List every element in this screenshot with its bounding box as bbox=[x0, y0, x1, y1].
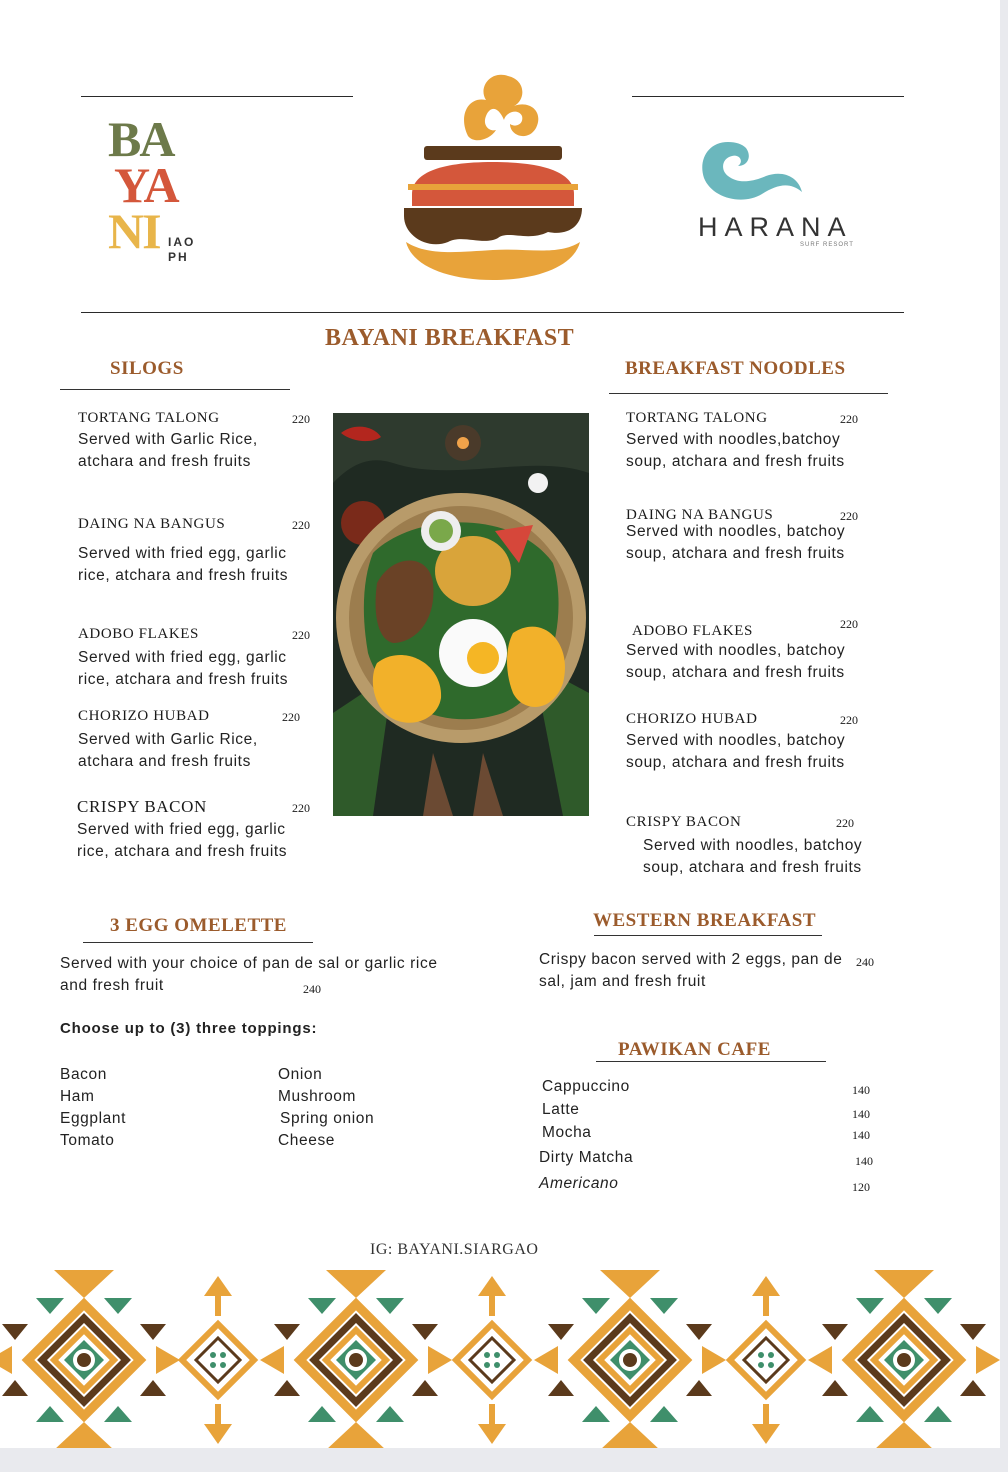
pot-rim-shape bbox=[424, 146, 562, 160]
topping-item: Cheese bbox=[278, 1132, 336, 1149]
pot-lower-shape bbox=[404, 208, 582, 244]
cafe-item-name: Mocha bbox=[542, 1124, 592, 1141]
noodle-item-price: 220 bbox=[840, 509, 858, 523]
omelette-underline bbox=[83, 942, 313, 943]
omelette-price: 240 bbox=[303, 982, 321, 996]
cafe-item-price: 140 bbox=[852, 1128, 870, 1142]
bayani-letters-1: BA bbox=[108, 111, 174, 167]
noodle-item-price: 220 bbox=[840, 412, 858, 426]
omelette-desc: Served with your choice of pan de sal or garlic rice and fresh fruit bbox=[60, 955, 438, 994]
bayani-logo bbox=[108, 111, 218, 275]
noodle-item-desc: Served with noodles,batchoy soup, atchara and fresh fruits bbox=[626, 431, 845, 470]
noodles-underline bbox=[609, 393, 888, 394]
bayani-letters-3: NI bbox=[108, 203, 160, 259]
noodle-item bbox=[626, 617, 858, 684]
topping-item: Bacon bbox=[60, 1066, 107, 1083]
top-right-rule bbox=[632, 96, 904, 97]
noodle-item-desc: Served with noodles, batchoy soup, atchara and fresh fruits bbox=[626, 523, 846, 562]
topping-item: Spring onion bbox=[280, 1110, 375, 1127]
topping-item: Mushroom bbox=[278, 1088, 357, 1105]
header-divider bbox=[81, 312, 904, 313]
noodle-item bbox=[626, 410, 858, 473]
western-heading: WESTERN BREAKFAST bbox=[593, 910, 817, 931]
cafe-item-price: 120 bbox=[852, 1180, 870, 1194]
cafe-item-name: Cappuccino bbox=[542, 1078, 630, 1095]
tribal-pattern-border bbox=[0, 1268, 1000, 1448]
cafe-underline bbox=[596, 1061, 826, 1062]
toppings-left-list bbox=[60, 1064, 126, 1152]
cafe-item-name: Americano bbox=[539, 1175, 619, 1192]
silog-item-name: DAING NA BANGUS bbox=[78, 516, 226, 532]
noodle-item-desc: Served with noodles, batchoy soup, atchara and fresh fruits bbox=[626, 732, 846, 771]
silog-item bbox=[78, 516, 310, 587]
breakfast-photo bbox=[333, 413, 589, 816]
noodle-item-price: 220 bbox=[840, 713, 858, 727]
western-underline bbox=[594, 935, 822, 936]
cafe-item-price: 140 bbox=[852, 1083, 870, 1097]
noodle-item-name: CRISPY BACON bbox=[626, 814, 742, 830]
toppings-right-list bbox=[278, 1064, 374, 1152]
harana-sub: SURF RESORT bbox=[800, 242, 854, 248]
silog-item-name: TORTANG TALONG bbox=[78, 410, 220, 426]
topping-item: Ham bbox=[60, 1088, 95, 1105]
noodle-item-desc: Served with noodles, batchoy soup, atchara and fresh fruits bbox=[626, 642, 846, 681]
wave-icon bbox=[698, 140, 806, 210]
silog-item-desc: Served with fried egg, garlic rice, atchara and fresh fruits bbox=[77, 821, 288, 860]
western-price: 240 bbox=[856, 955, 874, 969]
omelette-heading: 3 EGG OMELETTE bbox=[110, 915, 287, 936]
cafe-heading: PAWIKAN CAFE bbox=[618, 1039, 771, 1060]
instagram-handle: IG: BAYANI.SIARGAO bbox=[370, 1241, 539, 1258]
silog-item bbox=[77, 797, 310, 863]
silog-item-desc: Served with fried egg, garlic rice, atchara and fresh fruits bbox=[78, 545, 289, 584]
noodle-item-name: DAING NA BANGUS bbox=[626, 507, 774, 523]
cafe-item-name: Dirty Matcha bbox=[539, 1149, 634, 1166]
pot-band-shape bbox=[408, 184, 578, 190]
noodles-heading: BREAKFAST NOODLES bbox=[625, 358, 846, 379]
bayani-letters-2: YA bbox=[114, 157, 178, 213]
pot-base-shape bbox=[406, 242, 580, 280]
silog-item-price: 220 bbox=[292, 518, 310, 532]
silog-item-price: 220 bbox=[292, 412, 310, 426]
silog-item-name: CRISPY BACON bbox=[77, 797, 207, 816]
noodle-item-price: 220 bbox=[840, 617, 858, 631]
noodle-item-name: ADOBO FLAKES bbox=[632, 623, 753, 639]
cafe-item-price: 140 bbox=[855, 1154, 873, 1168]
silog-item-name: CHORIZO HUBAD bbox=[78, 708, 210, 724]
top-left-rule bbox=[81, 96, 353, 97]
page-title: BAYANI BREAKFAST bbox=[325, 325, 575, 351]
clay-pot-logo bbox=[398, 66, 588, 282]
noodle-item-name: TORTANG TALONG bbox=[626, 410, 768, 426]
silog-item-desc: Served with Garlic Rice, atchara and fresh fruits bbox=[78, 731, 258, 770]
bayani-sub-2: PH bbox=[168, 250, 189, 264]
noodle-item bbox=[626, 814, 876, 879]
silog-item bbox=[78, 708, 300, 773]
noodle-item bbox=[626, 711, 858, 774]
silog-item bbox=[78, 410, 310, 473]
noodle-item-price: 220 bbox=[836, 816, 854, 830]
silogs-heading: SILOGS bbox=[110, 358, 184, 379]
harana-logo bbox=[694, 140, 854, 260]
noodle-item-desc: Served with noodles, batchoy soup, atchara and fresh fruits bbox=[643, 837, 863, 876]
cafe-item-name: Latte bbox=[542, 1101, 580, 1118]
silog-item-price: 220 bbox=[292, 801, 310, 815]
noodle-item-name: CHORIZO HUBAD bbox=[626, 711, 758, 727]
noodle-item bbox=[626, 507, 858, 565]
silogs-underline bbox=[60, 389, 290, 390]
cafe-item-price: 140 bbox=[852, 1107, 870, 1121]
topping-item: Onion bbox=[278, 1066, 323, 1083]
silog-item-price: 220 bbox=[282, 710, 300, 724]
harana-name: HARANA bbox=[698, 212, 853, 242]
silog-item bbox=[78, 626, 310, 691]
steam-icon bbox=[464, 75, 538, 140]
toppings-label: Choose up to (3) three toppings: bbox=[60, 1020, 318, 1037]
topping-item: Tomato bbox=[60, 1132, 115, 1149]
silog-item-desc: Served with fried egg, garlic rice, atchara and fresh fruits bbox=[78, 649, 289, 688]
western-desc: Crispy bacon served with 2 eggs, pan de sal, jam and fresh fruit bbox=[539, 951, 843, 990]
silog-item-price: 220 bbox=[292, 628, 310, 642]
bayani-sub-1: IAO bbox=[168, 235, 196, 249]
silog-item-name: ADOBO FLAKES bbox=[78, 626, 199, 642]
silog-item-desc: Served with Garlic Rice, atchara and fresh fruits bbox=[78, 431, 258, 470]
topping-item: Eggplant bbox=[60, 1110, 126, 1127]
